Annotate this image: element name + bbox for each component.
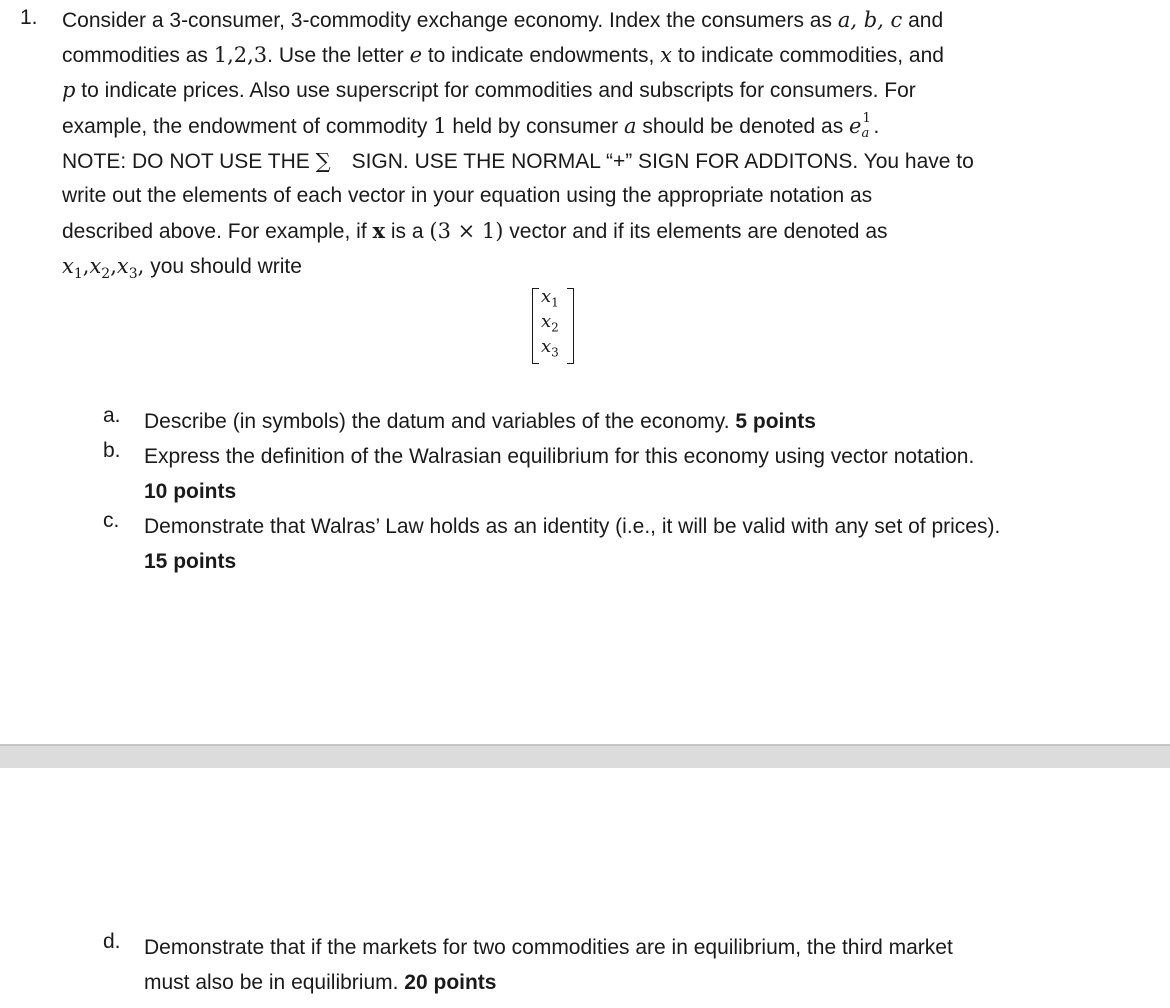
- math-x3: x: [116, 254, 129, 279]
- math-consumers: a, b, c: [837, 8, 903, 32]
- text-run: vector and if its elements are denoted as: [503, 220, 888, 244]
- text-run: described above. For example, if: [62, 220, 373, 244]
- math-p: p: [62, 78, 76, 103]
- math-x: x: [660, 43, 672, 68]
- text-run: Consider a 3-consumer, 3-commodity exchange economy. Index the consumers as: [62, 9, 838, 32]
- text-run: and: [902, 9, 944, 32]
- part-a-text: [144, 404, 1104, 439]
- vector-var: x: [541, 286, 552, 307]
- part-b-label: b.: [103, 439, 121, 462]
- text-run: to indicate endowments,: [422, 44, 661, 68]
- question-body: [62, 6, 1062, 288]
- part-text-run: Describe (in symbols) the datum and variables of the economy.: [144, 410, 736, 433]
- vector-sub: 1: [551, 295, 559, 310]
- sigma-icon: ∑: [315, 148, 331, 173]
- question-line-1: [62, 6, 1062, 41]
- part-a-label: a.: [103, 404, 121, 427]
- math-subscript: a: [861, 125, 870, 141]
- vector-sub: 3: [551, 345, 559, 360]
- question-line-7: [62, 217, 1062, 252]
- text-run: commodities as: [62, 44, 214, 68]
- math-sup-sub: [861, 110, 873, 141]
- left-bracket: [532, 288, 539, 364]
- question-line-8: [62, 252, 1062, 287]
- text-run: is a: [385, 220, 430, 244]
- math-a: a: [624, 113, 637, 138]
- text-run: to indicate prices. Also use superscript for commodities and subscripts for consumers. For: [75, 79, 916, 103]
- text-run: . Use the letter: [267, 44, 410, 68]
- right-bracket: [567, 288, 574, 364]
- text-run: should be denoted as: [636, 114, 850, 138]
- math-dimension: (3 × 1): [429, 219, 504, 244]
- vector-sub: 2: [551, 320, 559, 335]
- part-d-label: d.: [103, 930, 121, 953]
- text-run: held by consumer: [446, 114, 624, 138]
- math-x1: x: [62, 254, 74, 279]
- question-line-5: [62, 147, 1062, 182]
- math-comma: ,: [110, 254, 117, 279]
- math-commodities: 1,2,3: [213, 43, 268, 68]
- vector-row-3: [541, 336, 559, 360]
- part-c-label: c.: [103, 509, 120, 532]
- math-bold-x: x: [372, 218, 386, 244]
- text-run: you should write: [144, 255, 302, 279]
- text-run: to indicate commodities, and: [671, 44, 944, 68]
- part-text-run: Demonstrate that Walras’ Law holds as an identity (i.e., it will be valid with any set of prices).: [144, 515, 1001, 538]
- part-text-run: Demonstrate that if the markets for two commodities are in equilibrium, the third market must also be in equilibrium.: [144, 936, 953, 994]
- vector-var: x: [541, 336, 552, 357]
- text-run: .: [873, 114, 880, 138]
- math-sub-1: 1: [73, 266, 83, 283]
- math-e: e: [409, 43, 422, 68]
- question-line-2: [62, 41, 1062, 76]
- vector-row-2: [541, 311, 559, 335]
- math-sub-3: 3: [128, 266, 138, 283]
- part-points: 20 points: [404, 971, 497, 994]
- part-b-text: [144, 439, 994, 509]
- column-vector: [532, 286, 574, 366]
- vector-row-1: [541, 286, 559, 310]
- text-run: example, the endowment of commodity: [62, 114, 434, 138]
- math-sub-2: 2: [101, 266, 111, 283]
- question-line-6: write out the elements of each vector in your equation using the appropriate notation as: [62, 183, 873, 207]
- question-line-4: [62, 112, 1062, 147]
- question-line-3: [62, 76, 1062, 111]
- math-comma: ,: [82, 254, 90, 279]
- part-points: 10 points: [144, 480, 237, 503]
- math-one: 1: [433, 113, 447, 138]
- page-break-divider: [0, 744, 1170, 768]
- part-d-text: [144, 930, 1004, 1000]
- math-superscript: 1: [862, 110, 871, 126]
- text-run: NOTE: DO NOT USE THE: [62, 149, 316, 173]
- part-c-text: [144, 509, 1024, 579]
- math-comma: ,: [137, 254, 145, 279]
- math-x2: x: [89, 254, 102, 279]
- question-number: 1.: [20, 6, 38, 29]
- math-e-endowment: e: [849, 113, 862, 138]
- part-points: 5 points: [735, 410, 816, 433]
- text-run: SIGN. USE THE NORMAL “+” SIGN FOR ADDITONS. You have to: [351, 149, 974, 173]
- part-points: 15 points: [144, 550, 237, 573]
- vector-var: x: [541, 311, 552, 332]
- part-text-run: Express the definition of the Walrasian equilibrium for this economy using vector notation.: [144, 445, 975, 468]
